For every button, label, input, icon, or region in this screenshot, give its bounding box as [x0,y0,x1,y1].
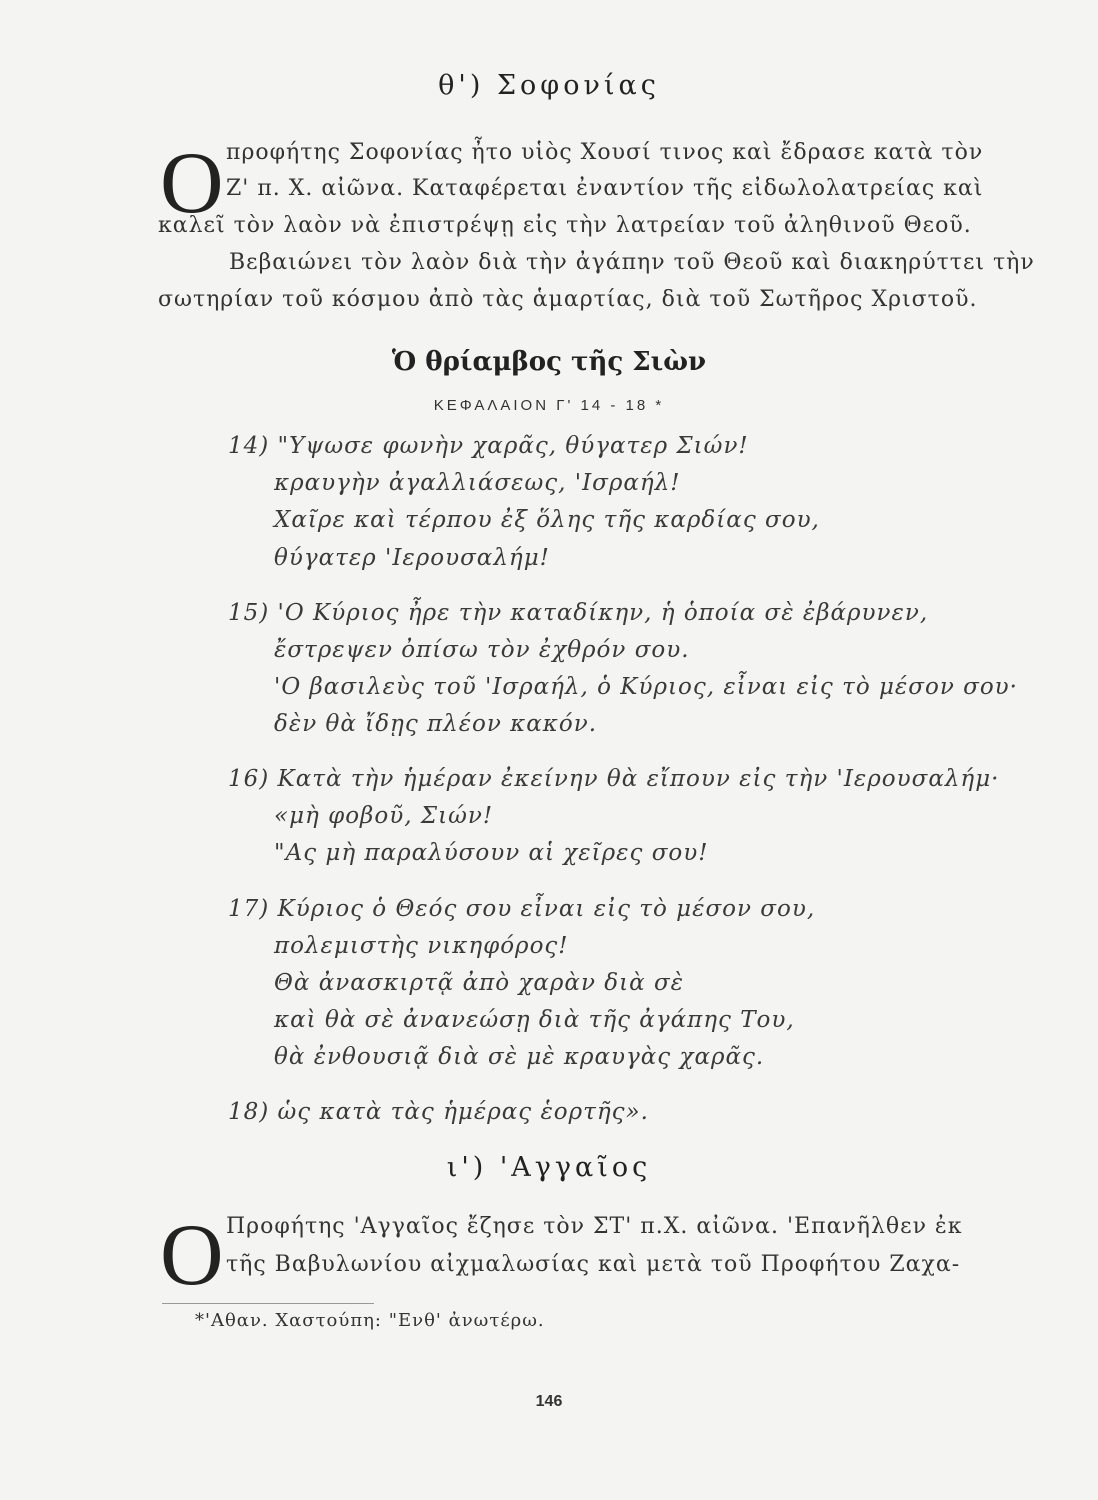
paragraph-line: Προφήτης 'Αγγαῖος ἔζησε τὸν ΣΤ' π.Χ. αἰῶνα. 'Επανῆλθεν ἐκ [226,1214,963,1239]
chapter-reference: ΚΕΦΑΛΑΙΟΝ Γ' 14 - 18 * [433,397,665,414]
verse-line: Θὰ ἀνασκιρτᾷ ἀπὸ χαρὰν διὰ σὲ [274,970,685,996]
section-title-sofonias: θ') Σοφονίας [438,70,660,101]
footnote-divider [162,1303,374,1304]
verse-line: θὰ ἐνθουσιᾷ διὰ σὲ μὲ κραυγὰς χαρᾶς. [274,1044,765,1070]
verse-line: «μὴ φοβοῦ, Σιών! [274,803,494,829]
paragraph-line: Βεβαιώνει τὸν λαὸν διὰ τὴν ἀγάπην τοῦ Θεοῦ καὶ διακηρύττει τὴν [229,250,1035,275]
paragraph-line: καλεῖ τὸν λαὸν νὰ ἐπιστρέψῃ εἰς τὴν λατρείαν τοῦ ἀληθινοῦ Θεοῦ. [158,213,972,238]
paragraph-line: Ζ' π. Χ. αἰῶνα. Καταφέρεται ἐναντίον τῆς εἰδωλολατρείας καὶ [226,176,984,201]
verse-line: 'Ο βασιλεὺς τοῦ 'Ισραήλ, ὁ Κύριος, εἶναι εἰς τὸ μέσον σου· [274,674,1018,700]
verse-line: 17) Κύριος ὁ Θεός σου εἶναι εἰς τὸ μέσον σου, [228,896,816,922]
verse-line: "Ας μὴ παραλύσουν αἱ χεῖρες σου! [274,840,709,866]
verse-line: πολεμιστὴς νικηφόρος! [274,933,569,959]
verse-line: θύγατερ 'Ιερουσαλήμ! [274,545,550,571]
drop-cap: Ο [160,1207,224,1304]
paragraph-line: σωτηρίαν τοῦ κόσμου ἀπὸ τὰς ἁμαρτίας, διὰ τοῦ Σωτῆρος Χριστοῦ. [158,287,978,312]
verse-line: 15) 'Ο Κύριος ἦρε τὴν καταδίκην, ἡ ὁποία σὲ ἐβάρυνεν, [228,600,929,626]
verse-line: 16) Κατὰ τὴν ἡμέραν ἐκείνην θὰ εἴπουν εἰς τὴν 'Ιερουσαλήμ· [228,766,1000,792]
paragraph-line: τῆς Βαβυλωνίου αἰχμαλωσίας καὶ μετὰ τοῦ Προφήτου Ζαχα- [226,1252,961,1277]
verse-line: ἔστρεψεν ὀπίσω τὸν ἐχθρόν σου. [274,637,690,663]
verse-line: κραυγὴν ἀγαλλιάσεως, 'Ισραήλ! [274,470,681,496]
verse-line: 14) "Υψωσε φωνὴν χαρᾶς, θύγατερ Σιών! [228,433,749,459]
section-title-aggaios: ι') 'Αγγαῖος [446,1152,652,1183]
paragraph-line: προφήτης Σοφονίας ἦτο υἱὸς Χουσί τινος καὶ ἔδρασε κατὰ τὸν [226,140,984,165]
verse-line: καὶ θὰ σὲ ἀνανεώσῃ διὰ τῆς ἀγάπης Του, [274,1007,795,1033]
verse-line: 18) ὡς κατὰ τὰς ἡμέρας ἑορτῆς». [228,1099,649,1125]
page-number: 146 [535,1393,563,1410]
verse-line: Χαῖρε καὶ τέρπου ἐξ ὅλης τῆς καρδίας σου, [274,507,820,533]
verse-line: δὲν θὰ ἴδῃς πλέον κακόν. [274,711,598,737]
drop-cap: Ο [160,135,224,232]
hymn-title: Ὁ θρίαμβος τῆς Σιὼν [391,347,707,377]
footnote: *'Αθαν. Χαστούπη: "Ενθ' ἀνωτέρω. [195,1310,545,1331]
